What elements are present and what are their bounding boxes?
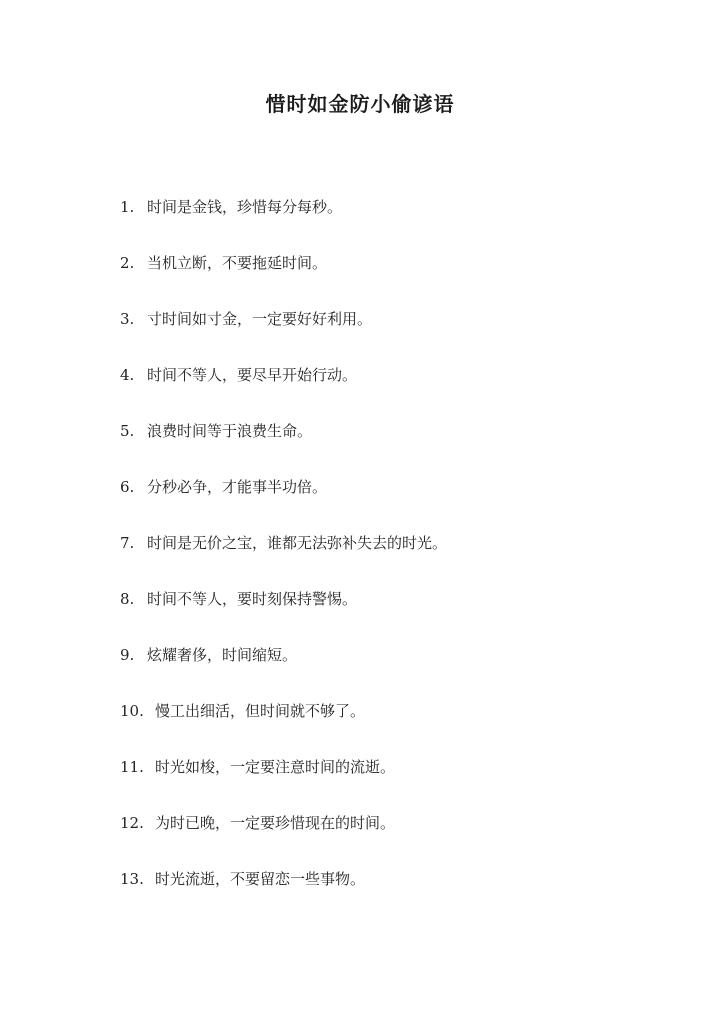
item-text: 时间是无价之宝，谁都无法弥补失去的时光。 bbox=[147, 534, 448, 552]
item-number: 12. bbox=[120, 814, 144, 832]
item-number: 1. bbox=[120, 198, 135, 216]
item-number: 4. bbox=[120, 366, 135, 384]
item-number: 10. bbox=[120, 702, 144, 720]
proverb-list bbox=[120, 196, 447, 924]
item-text: 时间不等人，要时刻保持警惕。 bbox=[147, 590, 358, 608]
item-text: 寸时间如寸金，一定要好好利用。 bbox=[147, 310, 373, 328]
item-text: 分秒必争，才能事半功倍。 bbox=[147, 478, 328, 496]
item-number: 6. bbox=[120, 478, 135, 496]
list-item bbox=[120, 756, 447, 812]
list-item bbox=[120, 644, 447, 700]
list-item bbox=[120, 588, 447, 644]
item-number: 2. bbox=[120, 254, 135, 272]
item-number: 9. bbox=[120, 646, 135, 664]
list-item bbox=[120, 308, 447, 364]
item-text: 时间不等人，要尽早开始行动。 bbox=[147, 366, 358, 384]
list-item bbox=[120, 812, 447, 868]
item-text: 时间是金钱，珍惜每分每秒。 bbox=[147, 198, 343, 216]
item-text: 当机立断，不要拖延时间。 bbox=[147, 254, 328, 272]
item-number: 11. bbox=[120, 758, 144, 776]
item-number: 7. bbox=[120, 534, 135, 552]
list-item bbox=[120, 700, 447, 756]
item-number: 13. bbox=[120, 870, 144, 888]
item-number: 8. bbox=[120, 590, 135, 608]
list-item bbox=[120, 532, 447, 588]
item-number: 3. bbox=[120, 310, 135, 328]
list-item bbox=[120, 364, 447, 420]
item-text: 时光如梭，一定要注意时间的流逝。 bbox=[155, 758, 396, 776]
list-item bbox=[120, 420, 447, 476]
item-number: 5. bbox=[120, 422, 135, 440]
item-text: 为时已晚，一定要珍惜现在的时间。 bbox=[155, 814, 396, 832]
list-item bbox=[120, 196, 447, 252]
list-item bbox=[120, 476, 447, 532]
list-item bbox=[120, 252, 447, 308]
item-text: 慢工出细活，但时间就不够了。 bbox=[155, 702, 366, 720]
list-item bbox=[120, 868, 447, 924]
document-title: 惜时如金防小偷谚语 bbox=[265, 92, 455, 116]
item-text: 浪费时间等于浪费生命。 bbox=[147, 422, 313, 440]
item-text: 炫耀奢侈，时间缩短。 bbox=[147, 646, 298, 664]
item-text: 时光流逝，不要留恋一些事物。 bbox=[155, 870, 366, 888]
